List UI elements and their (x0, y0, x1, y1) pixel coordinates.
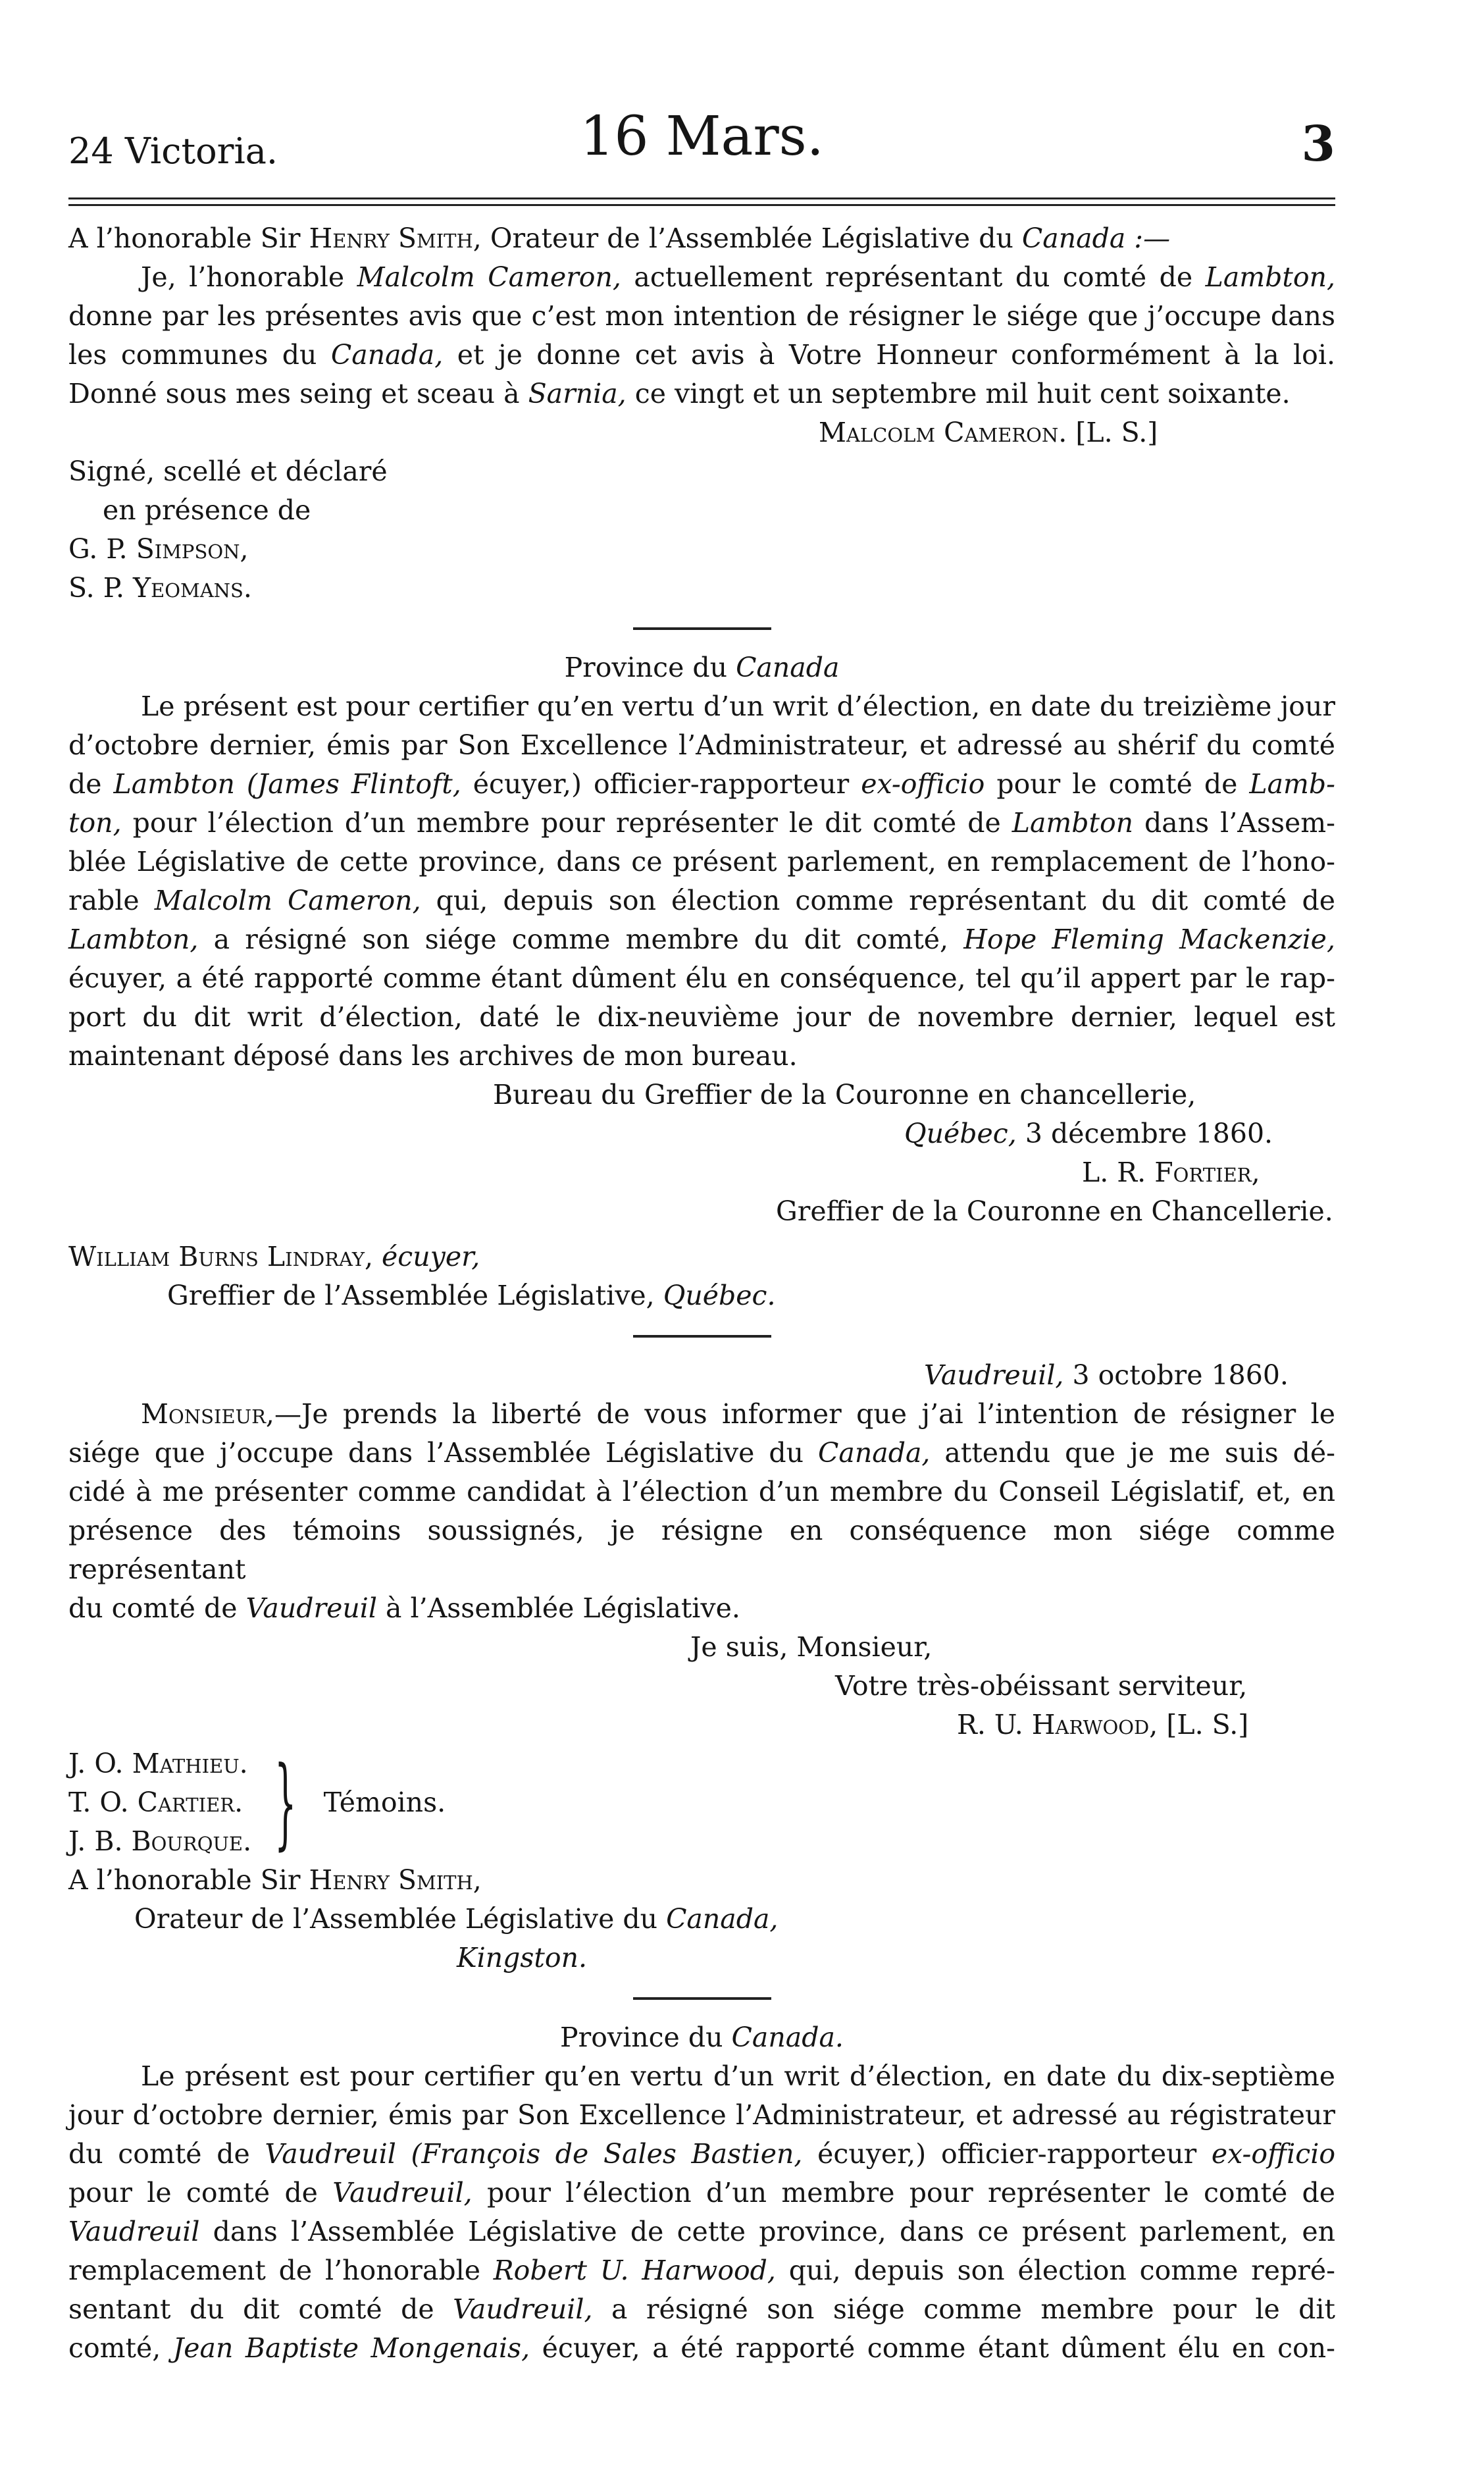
certificate-line: Lambton, a résigné son siége comme membre du dit comté, Hope Fleming Mackenzie, (68, 924, 1335, 955)
certificate-line: port du dit writ d’élection, daté le dix-neuvième jour de novembre dernier, lequel est (68, 1001, 1335, 1033)
letter-addressee-city: Kingston. (457, 1942, 588, 1973)
certificate-date: Québec, 3 décembre 1860. (904, 1118, 1273, 1149)
signed-line: Signé, scellé et déclaré (68, 456, 388, 487)
addressee-lindray: William Burns Lindray, écuyer, (68, 1241, 480, 1272)
certificate-line: jour d’octobre dernier, émis par Son Excellence l’Administrateur, et adressé au régistrateur (68, 2099, 1335, 2131)
certificate-line: ton, pour l’élection d’un membre pour représenter le dit comté de Lambton dans l’Assem- (68, 807, 1335, 839)
letter-date: Vaudreuil, 3 octobre 1860. (924, 1359, 1289, 1391)
section-rule (633, 627, 771, 630)
certificate-line: Le présent est pour certifier qu’en vertu d’un writ d’élection, en date du dix-septième (141, 2060, 1335, 2092)
certificate-line: sentant du dit comté de Vaudreuil, a résigné son siége comme membre pour le dit (68, 2293, 1336, 2325)
letter-addressee-title: Orateur de l’Assemblée Législative du Canada, (134, 1903, 779, 1935)
witness-yeomans: S. P. Yeomans. (68, 572, 252, 604)
letter-line: Monsieur,—Je prends la liberté de vous informer que j’ai l’intention de résigner le (141, 1398, 1335, 1430)
witness-cartier: T. O. Cartier. (68, 1787, 243, 1818)
brace-icon: } (274, 1745, 297, 1860)
witness-block (68, 1744, 1335, 1861)
certificate-line: écuyer, a été rapporté comme étant dûment élu en conséquence, tel qu’il appert par le rap- (68, 962, 1335, 994)
witness-label: Témoins. (323, 1787, 446, 1818)
certificate-line: pour le comté de Vaudreuil, pour l’élection d’un membre pour représenter le comté de (68, 2177, 1336, 2209)
certificate-line: maintenant déposé dans les archives de mon bureau. (68, 1040, 798, 1072)
notice-line: Je, l’honorable Malcolm Cameron, actuellement représentant du comté de Lambton, (141, 261, 1336, 293)
closing-line: Je suis, Monsieur, (690, 1631, 933, 1663)
vaudreuil-election-certificate (68, 2018, 1335, 2368)
section-heading: Province du Canada (564, 652, 840, 683)
header-double-rule (68, 197, 1335, 206)
witness-mathieu: J. O. Mathieu. (68, 1748, 248, 1779)
section-rule (633, 1335, 771, 1338)
signer-title: Greffier de la Couronne en Chancellerie. (776, 1195, 1333, 1227)
witness-simpson: G. P. Simpson, (68, 533, 249, 565)
notice-line: Donné sous mes seing et sceau à Sarnia, ce vingt et un septembre mil huit cent soixante. (68, 378, 1291, 409)
notice-line: les communes du Canada, et je donne cet avis à Votre Honneur conformément à la loi. (68, 339, 1336, 371)
letter-line: présence des témoins soussignés, je résigne en conséquence mon siége comme représentant (68, 1515, 1335, 1585)
running-header (68, 105, 1335, 190)
section-rule (633, 1997, 771, 2000)
notice-line: donne par les présentes avis que c’est mon intention de résigner le siége que j’occupe dans (68, 300, 1335, 332)
certificate-line: Le présent est pour certifier qu’en vertu d’un writ d’élection, en date du treizième jour (141, 691, 1335, 722)
harwood-resignation-letter (68, 1356, 1335, 1977)
header-date-text: 16 Mars. (580, 105, 824, 168)
witness-bourque: J. B. Bourque. (68, 1825, 252, 1857)
addressee-title: Greffier de l’Assemblée Législative, Québec. (167, 1280, 776, 1311)
presence-line: en présence de (103, 494, 311, 526)
certificate-line: remplacement de l’honorable Robert U. Harwood, qui, depuis son élection comme repré- (68, 2255, 1335, 2286)
certificate-line: d’octobre dernier, émis par Son Excellence l’Administrateur, et adressé au shérif du comté (68, 729, 1335, 761)
lambton-election-certificate (68, 648, 1335, 1315)
signer-fortier: L. R. Fortier, (1082, 1157, 1260, 1188)
certificate-line: de Lambton (James Flintoft, écuyer,) officier-rapporteur ex-officio pour le comté de Lamb- (68, 768, 1336, 800)
signature-harwood: R. U. Harwood, [L. S.] (957, 1709, 1249, 1740)
certificate-line: rable Malcolm Cameron, qui, depuis son élection comme représentant du dit comté de (68, 885, 1335, 916)
letter-addressee: A l’honorable Sir Henry Smith, (68, 1864, 482, 1896)
letter-line: siége que j’occupe dans l’Assemblée Législative du Canada, attendu que je me suis dé- (68, 1437, 1335, 1469)
certificate-line: comté, Jean Baptiste Mongenais, écuyer, a été rapporté comme étant dûment élu en con- (68, 2332, 1336, 2364)
section-heading: Province du Canada. (560, 2022, 844, 2053)
letter-line: cidé à me présenter comme candidat à l’élection d’un membre du Conseil Législatif, et, en (68, 1476, 1335, 1507)
closing-line: Votre très-obéissant serviteur, (835, 1670, 1248, 1702)
witness-list (68, 1744, 251, 1861)
header-regnal-year: 24 Victoria. (68, 130, 278, 172)
certificate-line: blée Législative de cette province, dans ce présent parlement, en remplacement de l’hono- (68, 846, 1335, 877)
letter-line: du comté de Vaudreuil à l’Assemblée Législative. (68, 1592, 740, 1624)
certificate-line: du comté de Vaudreuil (François de Sales Bastien, écuyer,) officier-rapporteur ex-officio (68, 2138, 1335, 2170)
page-number: 3 (1301, 116, 1335, 172)
bureau-line: Bureau du Greffier de la Couronne en chancellerie, (493, 1079, 1196, 1111)
address-line: A l’honorable Sir Henry Smith, Orateur de l’Assemblée Législative du Canada :— (68, 222, 1171, 254)
header-date (68, 105, 1335, 168)
signature-cameron: Malcolm Cameron. [L. S.] (819, 417, 1158, 448)
certificate-line: Vaudreuil dans l’Assemblée Législative de cette province, dans ce présent parlement, en (68, 2216, 1335, 2247)
cameron-resignation-notice (68, 219, 1335, 608)
